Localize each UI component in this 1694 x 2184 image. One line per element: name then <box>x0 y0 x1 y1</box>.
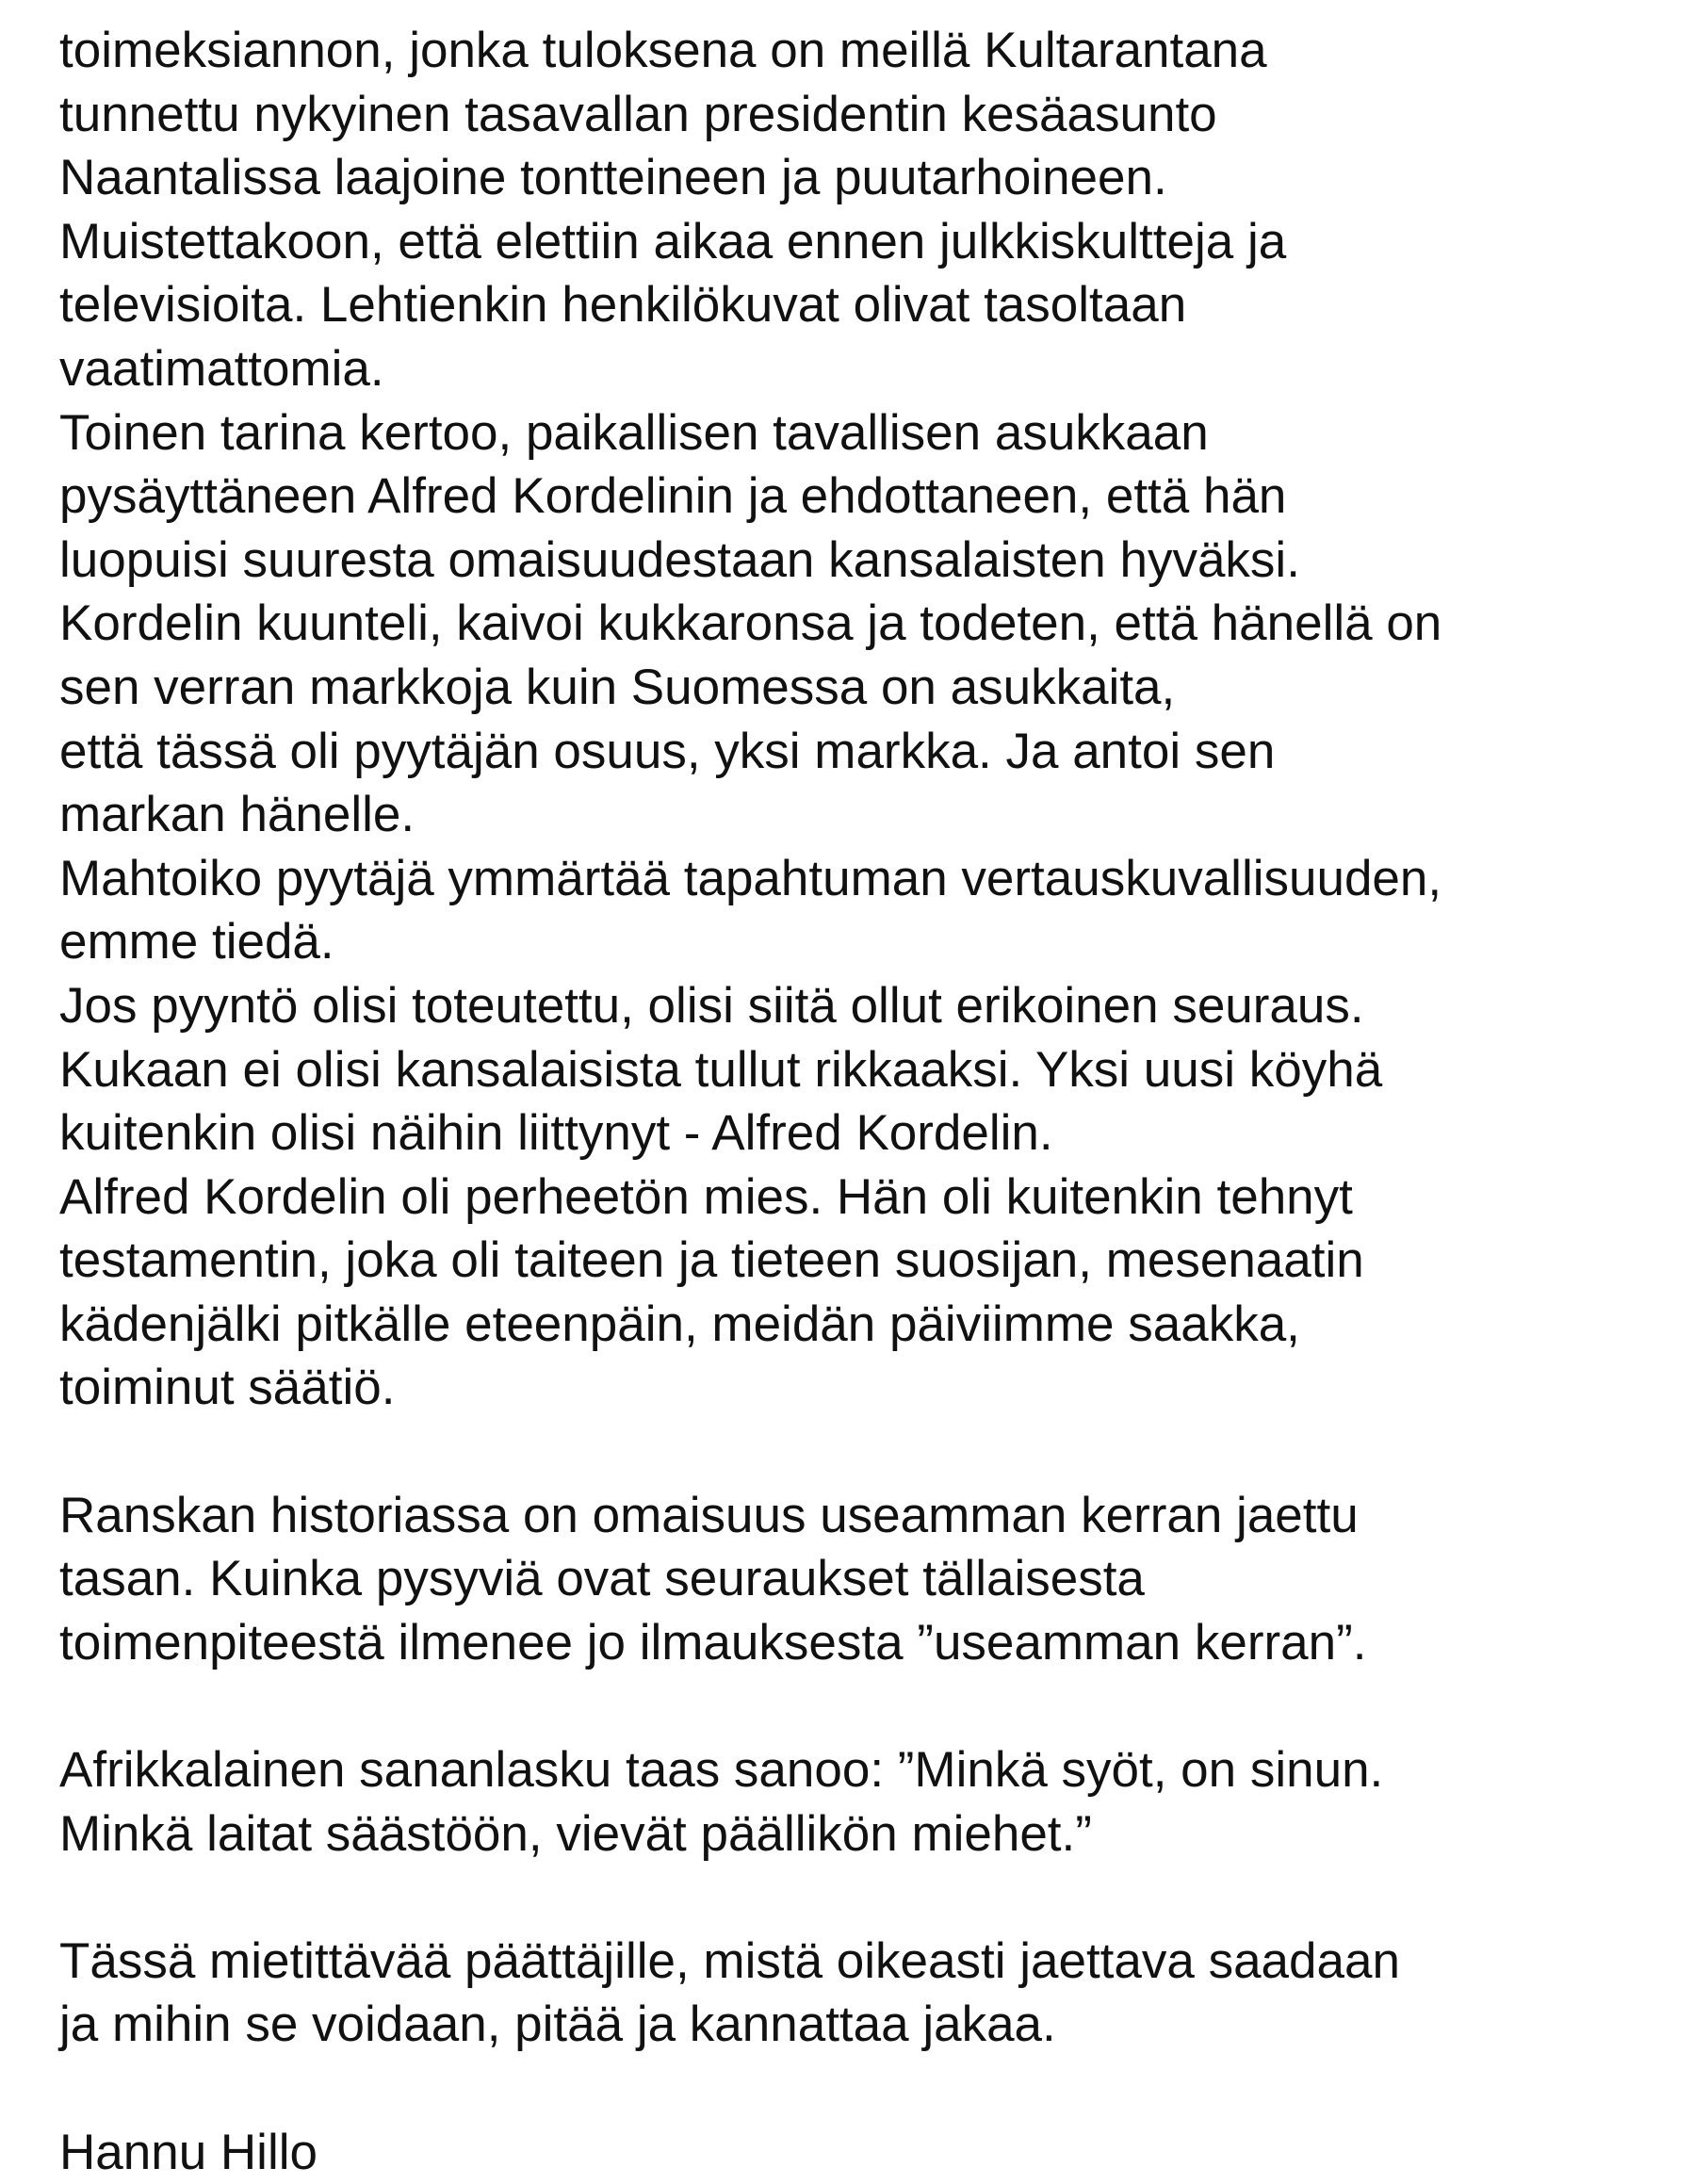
text-line: toimeksiannon, jonka tuloksena on meillä Kultarantana <box>59 23 1267 78</box>
text-line: kädenjälki pitkälle eteenpäin, meidän päiviimme saakka, <box>59 1296 1300 1352</box>
paragraph-3 <box>59 1738 1661 1866</box>
text-line: sen verran markkoja kuin Suomessa on asukkaita, <box>59 659 1176 715</box>
document-body <box>59 19 1661 2184</box>
text-line: tunnettu nykyinen tasavallan presidentin kesäasunto <box>59 86 1217 142</box>
text-line: Toinen tarina kertoo, paikallisen tavallisen asukkaan <box>59 404 1209 461</box>
text-line: luopuisi suuresta omaisuudestaan kansalaisten hyväksi. <box>59 531 1300 588</box>
paragraph-4 <box>59 1930 1661 2057</box>
text-line: Tässä mietittävää päättäjille, mistä oikeasti jaettava saadaan <box>59 1932 1400 1989</box>
text-line: Ranskan historiassa on omaisuus useamman kerran jaettu <box>59 1487 1359 1543</box>
text-line: Mahtoiko pyytäjä ymmärtää tapahtuman vertauskuvallisuuden, <box>59 850 1442 906</box>
paragraph-2 <box>59 1484 1661 1675</box>
text-line: tasan. Kuinka pysyviä ovat seuraukset tällaisesta <box>59 1551 1145 1607</box>
paragraph-spacer <box>59 1420 1661 1484</box>
text-line: Kordelin kuunteli, kaivoi kukkaronsa ja todeten, että hänellä on <box>59 595 1442 652</box>
text-line: ja mihin se voidaan, pitää ja kannattaa jakaa. <box>59 1997 1056 2053</box>
text-line: kuitenkin olisi näihin liittynyt - Alfred Kordelin. <box>59 1105 1053 1162</box>
text-line: Naantalissa laajoine tontteineen ja puutarhoineen. <box>59 150 1167 206</box>
paragraph-1 <box>59 19 1661 1420</box>
paragraph-spacer <box>59 2057 1661 2121</box>
text-line: Minkä laitat säästöön, vievät päällikön miehet.” <box>59 1805 1092 1862</box>
text-line: Muistettakoon, että elettiin aikaa ennen julkkiskultteja ja <box>59 213 1287 269</box>
text-line: televisioita. Lehtienkin henkilökuvat olivat tasoltaan <box>59 277 1187 334</box>
text-line: emme tiedä. <box>59 914 334 970</box>
text-line: Alfred Kordelin oli perheetön mies. Hän oli kuitenkin tehnyt <box>59 1168 1353 1225</box>
paragraph-spacer <box>59 1674 1661 1738</box>
text-line: markan hänelle. <box>59 787 415 843</box>
text-line: toiminut säätiö. <box>59 1360 396 1416</box>
text-line: pysäyttäneen Alfred Kordelinin ja ehdottaneen, että hän <box>59 468 1287 525</box>
text-line: toimenpiteestä ilmenee jo ilmauksesta ”useamman kerran”. <box>59 1614 1367 1671</box>
text-line: vaatimattomia. <box>59 340 384 397</box>
text-line: Jos pyyntö olisi toteutettu, olisi siitä ollut erikoinen seuraus. <box>59 977 1364 1034</box>
author-signature: Hannu Hillo <box>59 2124 318 2180</box>
paragraph-spacer <box>59 1866 1661 1930</box>
text-line: että tässä oli pyytäjän osuus, yksi markka. Ja antoi sen <box>59 723 1276 779</box>
text-line: Kukaan ei olisi kansalaisista tullut rikkaaksi. Yksi uusi köyhä <box>59 1041 1383 1098</box>
text-line: testamentin, joka oli taiteen ja tieteen suosijan, mesenaatin <box>59 1232 1364 1289</box>
text-line: Afrikkalainen sananlasku taas sanoo: ”Minkä syöt, on sinun. <box>59 1742 1384 1799</box>
